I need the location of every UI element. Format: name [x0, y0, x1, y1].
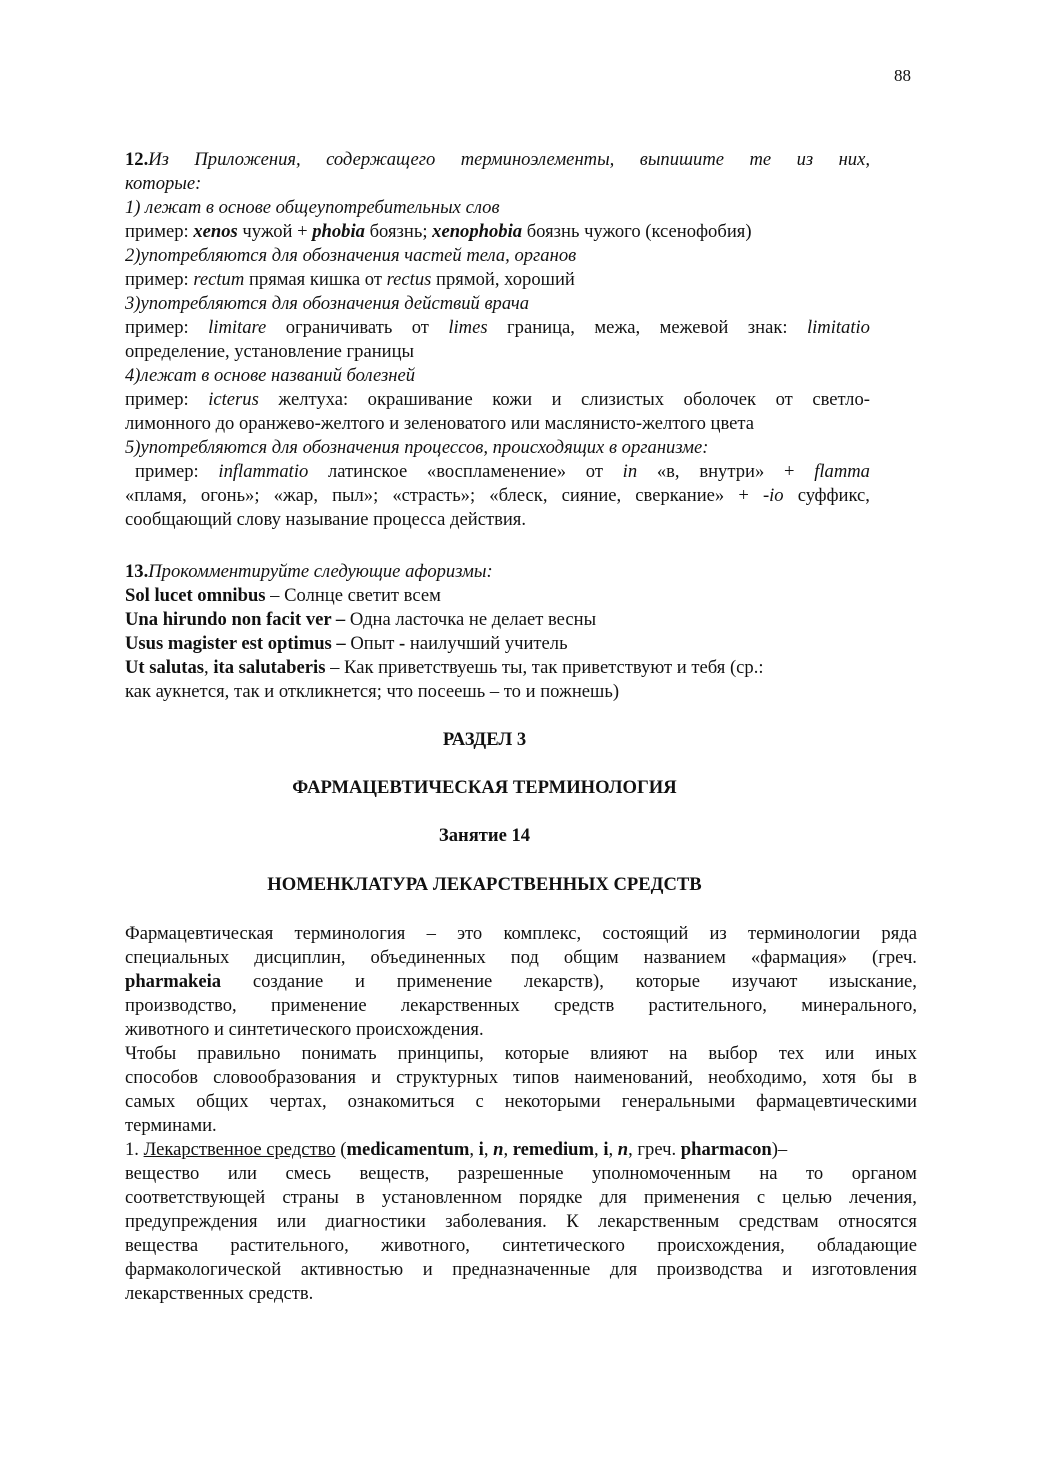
word: принципы,: [397, 1043, 484, 1064]
word: от: [775, 389, 793, 410]
ex12-example4-line2: лимонного до оранжево-желтого и зеленоватого или маслянисто-желтого цвета: [125, 413, 755, 434]
word: фармакологической: [125, 1259, 282, 1280]
ex12-word: них,: [838, 149, 870, 170]
ex12-intro-first: [125, 148, 169, 172]
p3-line5: [125, 1234, 917, 1258]
word: и: [782, 1259, 793, 1280]
ex12-example1: [125, 220, 752, 244]
word: бы: [871, 1067, 894, 1088]
word: знак:: [747, 317, 788, 338]
word: пример:: [135, 461, 199, 482]
ex12-example2: [125, 268, 575, 292]
word: средствам: [738, 1211, 819, 1232]
latin-term: limes: [448, 317, 488, 338]
word: для: [609, 1259, 638, 1280]
word: на: [759, 1163, 778, 1184]
ex12-item2: 2)употребляются для обозначения частей тела, органов: [125, 245, 577, 266]
genitive-ending: i: [603, 1139, 609, 1160]
dash: –: [265, 585, 285, 606]
ex13-intro: [125, 560, 493, 584]
separator: , греч.: [628, 1139, 681, 1160]
p3-line4: [125, 1210, 917, 1234]
ex13-intro-text: Прокомментируйте следующие афоризмы:: [148, 561, 493, 582]
word: диагностики: [325, 1211, 426, 1232]
dash: -: [399, 633, 406, 654]
translation: боязнь чужого (ксенофобия): [522, 221, 752, 242]
paren-close: )–: [771, 1139, 788, 1160]
word: комплекс,: [503, 923, 582, 944]
section-title: ФАРМАЦЕВТИЧЕСКАЯ ТЕРМИНОЛОГИЯ: [292, 777, 677, 798]
word: это: [457, 923, 483, 944]
word: структурных: [396, 1067, 499, 1088]
example-prefix: пример:: [125, 269, 194, 290]
word: органом: [851, 1163, 917, 1184]
p2-line3: [125, 1090, 917, 1114]
aphorism-2: [125, 608, 596, 632]
word: названием: [643, 947, 726, 968]
page-number: 88: [894, 66, 911, 85]
word: правильно: [197, 1043, 281, 1064]
word: смесь: [285, 1163, 331, 1184]
word: в: [356, 1187, 365, 1208]
genitive-ending: i: [478, 1139, 484, 1160]
ex12-word: содержащего: [326, 149, 436, 170]
word: и: [355, 971, 365, 992]
translation: – Как приветствуешь ты, так приветствуют и тебя (ср.:: [325, 657, 764, 678]
word: К: [566, 1211, 579, 1232]
gender-mark: n: [493, 1139, 504, 1160]
word: хотя: [821, 1067, 857, 1088]
word: +: [738, 485, 749, 506]
word: на: [669, 1043, 688, 1064]
word: выбор: [708, 1043, 758, 1064]
ex12-example4: [125, 388, 870, 412]
word: «жар,: [273, 485, 318, 506]
word: относятся: [838, 1211, 917, 1232]
word: (греч.: [872, 947, 917, 968]
translation: Солнце светит всем: [284, 585, 441, 606]
word: окрашивание: [367, 389, 473, 410]
latin-term: remedium: [512, 1139, 595, 1160]
ex12-word: терминоэлементы,: [460, 149, 615, 170]
word: или: [227, 1163, 257, 1184]
latin-term: rectus: [386, 269, 432, 290]
word: предназначенные: [452, 1259, 591, 1280]
word: разрешенные: [457, 1163, 564, 1184]
word: страны: [282, 1187, 339, 1208]
word: с: [756, 1187, 766, 1208]
latin-term: in: [622, 461, 638, 482]
word: пыл»;: [332, 485, 379, 506]
latin-term: phobia: [312, 221, 365, 242]
word: понимать: [301, 1043, 377, 1064]
p3-line6: [125, 1258, 917, 1282]
word: фармацевтическими: [756, 1091, 917, 1112]
word: и: [422, 1259, 433, 1280]
p2-line2: [125, 1066, 917, 1090]
p3-line1: [125, 1138, 917, 1162]
word: ограничивать: [285, 317, 393, 338]
word: «фармация»: [750, 947, 848, 968]
ex12-word: Приложения,: [194, 149, 301, 170]
word: оболочек: [683, 389, 757, 410]
word: под: [510, 947, 539, 968]
word: самых: [125, 1091, 176, 1112]
ex12-item5: 5)употребляются для обозначения процессов, происходящих в организме:: [125, 437, 709, 458]
latin-aphorism: Una hirundo non facit ver –: [125, 609, 346, 630]
ex12-example3: [125, 316, 870, 340]
ex12-word: выпишите: [639, 149, 725, 170]
word: лечения,: [849, 1187, 917, 1208]
translation: прямая кишка от: [244, 269, 387, 290]
word: обладающие: [817, 1235, 917, 1256]
word: синтетического: [502, 1235, 625, 1256]
latin-term: flamma: [814, 461, 870, 482]
ex12-item1: 1) лежат в основе общеупотребительных слов: [125, 197, 500, 218]
word: лекарств),: [524, 971, 604, 992]
word: состоящий: [602, 923, 689, 944]
example-prefix: пример:: [125, 221, 194, 242]
word: изыскание,: [829, 971, 917, 992]
greek-term: pharmakeia: [125, 971, 222, 992]
word: лекарственным: [598, 1211, 720, 1232]
word: ознакомиться: [347, 1091, 455, 1112]
word: заболевания.: [445, 1211, 547, 1232]
aphorism-1: [125, 584, 441, 608]
word: в: [908, 1067, 917, 1088]
defined-term: Лекарственное средство: [143, 1139, 336, 1160]
word: или: [276, 1211, 307, 1232]
ex12-example5: [135, 460, 870, 484]
p1-line5: животного и синтетического происхождения.: [125, 1019, 484, 1040]
latin-term: medicamentum: [346, 1139, 470, 1160]
p2-line4: терминами.: [125, 1115, 217, 1136]
lesson-title: НОМЕНКЛАТУРА ЛЕКАРСТВЕННЫХ СРЕДСТВ: [267, 874, 702, 895]
word: применение: [396, 971, 493, 992]
ex12-intro-line2: которые:: [125, 173, 202, 194]
word: терминологии: [747, 923, 861, 944]
word: «в,: [656, 461, 680, 482]
latin-term: icterus: [208, 389, 259, 410]
word: производство,: [125, 995, 237, 1016]
ex12-example5-line3: сообщающий слову называние процесса действия.: [125, 509, 527, 530]
section-heading: РАЗДЕЛ 3: [442, 729, 527, 750]
paren: (: [335, 1139, 347, 1160]
word: средств: [554, 995, 615, 1016]
separator: ,: [483, 1139, 494, 1160]
latin-aphorism: Sol lucet omnibus: [125, 585, 266, 606]
word: тех: [778, 1043, 805, 1064]
word: Чтобы: [125, 1043, 177, 1064]
word: чертах,: [269, 1091, 327, 1112]
latin-term: -io: [762, 485, 784, 506]
word: некоторыми: [504, 1091, 601, 1112]
latin-aphorism: Ut salutas: [125, 657, 205, 678]
ex12-intro-line1: [125, 148, 870, 172]
word: общих: [196, 1091, 249, 1112]
latin-term: xenos: [193, 221, 238, 242]
translation: Одна ласточка не делает весны: [345, 609, 597, 630]
word: то: [806, 1163, 824, 1184]
word: генеральными: [621, 1091, 736, 1112]
word: с: [475, 1091, 484, 1112]
word: растительного,: [230, 1235, 349, 1256]
word: способов: [125, 1067, 199, 1088]
latin-term: rectum: [193, 269, 245, 290]
translation: боязнь;: [364, 221, 433, 242]
word: терминология: [294, 923, 406, 944]
ex12-number: 12.: [125, 149, 149, 170]
translation: чужой +: [237, 221, 313, 242]
p1-line2: [125, 946, 917, 970]
word: объединенных: [370, 947, 486, 968]
word: сверкание»: [635, 485, 725, 506]
latin-aphorism: ita salutaberis: [213, 657, 326, 678]
lesson-heading: Занятие 14: [438, 825, 531, 846]
word: порядке: [519, 1187, 583, 1208]
word: сияние,: [561, 485, 622, 506]
word: уполномоченным: [591, 1163, 731, 1184]
word: происхождения,: [657, 1235, 785, 1256]
p3-line7: лекарственных средств.: [125, 1283, 314, 1304]
aphorism-4-line2: как аукнется, так и откликнется; что посеешь – то и пожнешь): [125, 681, 620, 702]
word: установленном: [381, 1187, 502, 1208]
word: дисциплин,: [254, 947, 346, 968]
word: изготовления: [811, 1259, 917, 1280]
ex12-word: те: [749, 149, 772, 170]
word: производства: [656, 1259, 763, 1280]
word: соответствующей: [125, 1187, 266, 1208]
word: общим: [563, 947, 619, 968]
word: латинское: [328, 461, 408, 482]
gender-mark: n: [617, 1139, 629, 1160]
word: создание: [252, 971, 324, 992]
word: вещества: [125, 1235, 199, 1256]
word: предупреждения: [125, 1211, 258, 1232]
word: пример:: [125, 317, 189, 338]
word: граница,: [507, 317, 575, 338]
word: кожи: [492, 389, 533, 410]
word: ряда: [881, 923, 917, 944]
word: и: [551, 389, 562, 410]
ex12-word: Из: [148, 149, 169, 170]
aphorism-4: [125, 656, 764, 680]
separator: ,: [469, 1139, 479, 1160]
word: межа,: [594, 317, 641, 338]
p2-line1: [125, 1042, 917, 1066]
ex12-word: из: [796, 149, 814, 170]
p1-line4: [125, 994, 917, 1018]
word: типов: [513, 1067, 560, 1088]
word: животного,: [380, 1235, 470, 1256]
p3-line2: [125, 1162, 917, 1186]
ex12-item3: 3)употребляются для обозначения действий врача: [125, 293, 530, 314]
word: слизистых: [581, 389, 664, 410]
latin-term: inflammatio: [218, 461, 309, 482]
latin-term: limitatio: [806, 317, 870, 338]
word: лекарственных: [400, 995, 520, 1016]
word: «воспламенение»: [426, 461, 567, 482]
separator: ,: [503, 1139, 513, 1160]
translation: прямой, хороший: [431, 269, 575, 290]
word: из: [709, 923, 727, 944]
word: которые: [504, 1043, 570, 1064]
word: «блеск,: [489, 485, 548, 506]
word: применение: [271, 995, 367, 1016]
separator: ,: [608, 1139, 618, 1160]
ex12-example3-line2: определение, установление границы: [125, 341, 415, 362]
word: и: [371, 1067, 382, 1088]
word: Фармацевтическая: [125, 923, 274, 944]
word: «страсть»;: [392, 485, 476, 506]
word: вещество: [125, 1163, 200, 1184]
word: наименований,: [574, 1067, 694, 1088]
translation: Опыт: [345, 633, 400, 654]
word: от: [411, 317, 429, 338]
word: межевой: [659, 317, 729, 338]
latin-term: limitare: [208, 317, 267, 338]
word: «пламя,: [125, 485, 187, 506]
comma: ,: [204, 657, 214, 678]
word: +: [783, 461, 795, 482]
word: словообразования: [213, 1067, 356, 1088]
separator: ,: [594, 1139, 604, 1160]
word: минерального,: [801, 995, 917, 1016]
word: которые: [635, 971, 701, 992]
aphorism-3: [125, 632, 568, 656]
word: иных: [875, 1043, 917, 1064]
word: светло-: [812, 389, 870, 410]
ex12-example5-line2: [125, 484, 870, 508]
word: или: [825, 1043, 855, 1064]
word: для: [599, 1187, 627, 1208]
ex13-number: 13.: [125, 561, 149, 582]
p1-line3: [125, 970, 917, 994]
latin-term: xenophobia: [432, 221, 523, 242]
word: активностью: [300, 1259, 404, 1280]
word: пример:: [125, 389, 189, 410]
word: внутри»: [699, 461, 765, 482]
translation: наилучший учитель: [405, 633, 568, 654]
word: необходимо,: [708, 1067, 807, 1088]
latin-aphorism: Usus magister est optimus –: [125, 633, 346, 654]
word: веществ,: [359, 1163, 430, 1184]
word: целью: [782, 1187, 833, 1208]
word: влияют: [590, 1043, 649, 1064]
greek-term: pharmacon: [680, 1139, 772, 1160]
word: желтуха:: [278, 389, 349, 410]
ex12-item4: 4)лежат в основе названий болезней: [125, 365, 416, 386]
word: суффикс,: [797, 485, 870, 506]
p3-line3: [125, 1186, 917, 1210]
word: специальных: [125, 947, 230, 968]
word: растительного,: [648, 995, 767, 1016]
word: от: [585, 461, 603, 482]
word: огонь»;: [200, 485, 260, 506]
word: применения: [643, 1187, 740, 1208]
list-number: 1.: [125, 1139, 144, 1160]
p1-line1: [125, 922, 917, 946]
word: –: [426, 923, 436, 944]
word: изучают: [731, 971, 798, 992]
